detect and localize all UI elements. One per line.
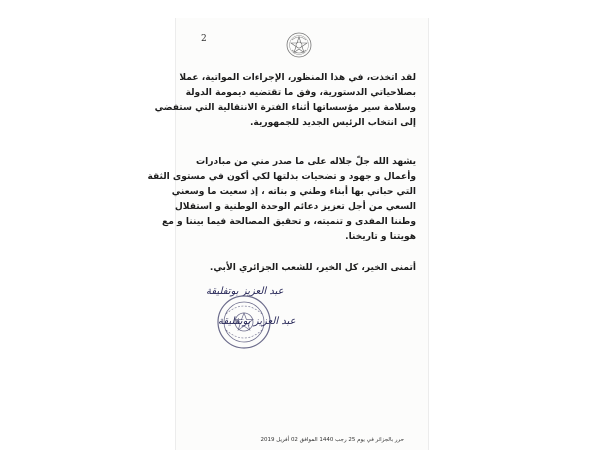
paragraph-2-line: وأعمال و جهود و تضحيات بذلتها لكي أكون في مستوى الثقة [147, 172, 416, 182]
paragraph-2-line: وطننا المفدى و تنميته، و تحقيق المصالحة فيما بيننا و مع [162, 217, 416, 227]
closing-line [196, 261, 416, 276]
paragraph-2-line: السعي من أجل تعزيز دعائم الوحدة الوطنية و استقلال [174, 202, 416, 212]
paragraph-1-line: وسلامة سير مؤسساتها أثناء الفترة الانتقالية التي ستفضي [154, 103, 416, 113]
paragraph-1-line: بصلاحياتي الدستورية، وفق ما تقتضيه ديمومة الدولة [185, 88, 416, 98]
paragraph-1-line: إلى انتخاب الرئيس الجديد للجمهورية. [249, 118, 416, 128]
paragraph-2-line: التي حباني بها أبناء وطني و بناته ، إذ سعيت ما وسعني [171, 187, 416, 197]
paragraph-2 [147, 155, 416, 245]
footer-date-line: حرر بالجزائر في يوم 25 رجب 1440 الموافق 02 أفريل 2019 [260, 437, 404, 443]
paragraph-1 [154, 71, 416, 131]
handwritten-signature: عبد العزيز بوتفليقة [206, 286, 284, 297]
paragraph-2-line: يشهد الله جلّ جلاله على ما صدر مني من مبادرات [196, 157, 416, 167]
handwritten-signature-over-stamp: عبد العزيز بوتفليقة [218, 316, 296, 327]
page-number: 2 [201, 34, 207, 44]
algeria-state-emblem-icon [286, 32, 312, 58]
paragraph-2-line: هويتنا و تاريخنا. [345, 232, 416, 242]
paragraph-1-line: لقد اتخذت، في هذا المنظور، الإجراءات المواتية، عملا [179, 73, 416, 83]
closing-text: أتمنى الخير، كل الخير، للشعب الجزائري الأبي. [209, 263, 416, 273]
